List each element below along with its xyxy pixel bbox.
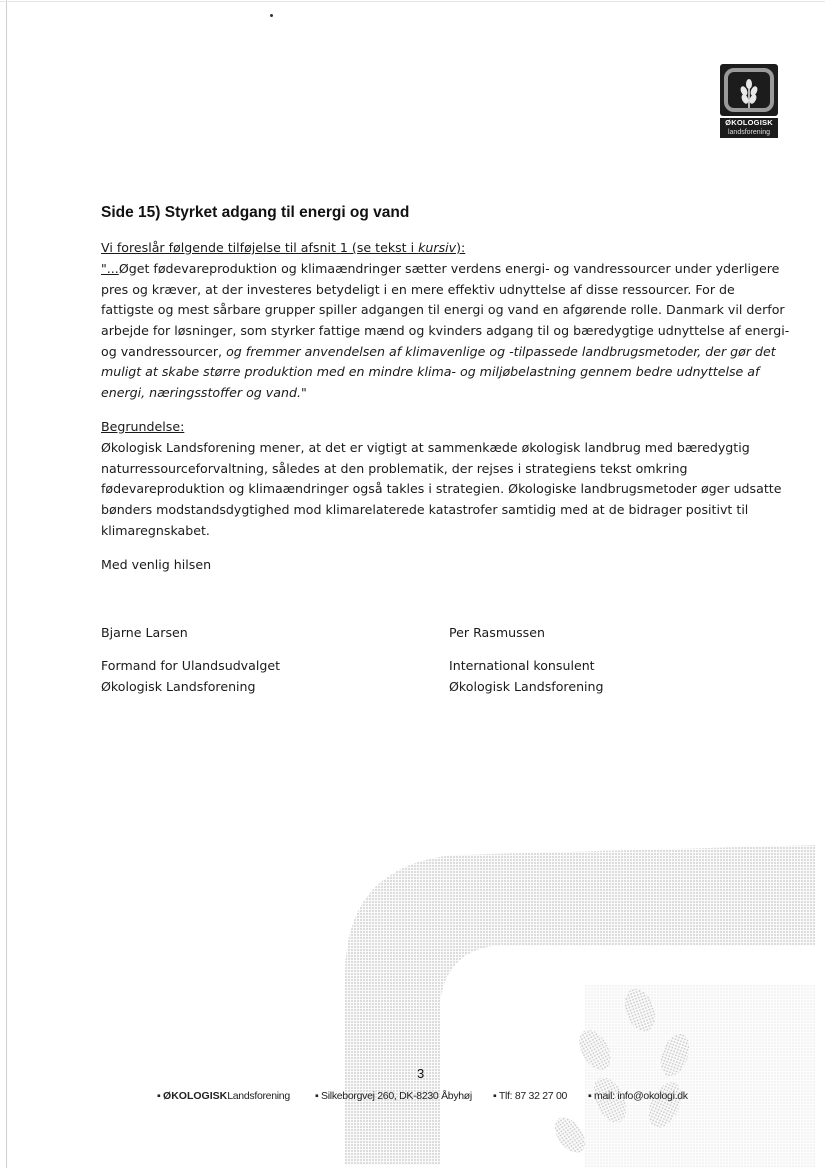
closing-salutation: Med venlig hilsen	[101, 557, 212, 572]
proposal-line-4: arbejde for løsninger, som styrker fattige mænd og kvinders adgang til og bæredygtige udnyttelse af energi-	[101, 323, 790, 338]
footer-phone-text: Tlf: 87 32 27 00	[498, 1090, 568, 1102]
bullet-icon: ▪	[315, 1090, 322, 1102]
scan-edge-left	[6, 0, 7, 1168]
footer-brand-rest: Landsforening	[227, 1090, 290, 1102]
organization-logo	[720, 64, 778, 142]
watermark-logo-icon	[345, 835, 825, 1168]
rationale-line-3: fødevareproduktion og klimaændringer også takles i strategien. Økologiske landbrugsmetoder øger udsatte	[101, 481, 782, 496]
scan-speck	[270, 14, 273, 17]
rationale-line-4: bønders modstandsdygtighed mod klimarelaterede katastrofer samtidig med at de bidrager positivt til	[101, 502, 749, 517]
page-number: 3	[417, 1066, 425, 1081]
bullet-icon: ▪	[157, 1090, 164, 1102]
section-heading: Side 15) Styrket adgang til energi og vand	[101, 204, 410, 221]
rationale-label: Begrundelse:	[101, 419, 185, 434]
proposal-line-7: energi, næringsstoffer og vand."	[101, 385, 307, 400]
proposal-intro-italic: kursiv	[418, 240, 457, 255]
rationale-line-2: naturressourceforvaltning, således at den problematik, der rejses i strategiens tekst omkring	[101, 461, 688, 476]
proposal-intro	[101, 240, 465, 255]
logo-subtitle: landsforening	[720, 128, 778, 138]
signatory-1-title: Formand for Ulandsudvalget	[101, 658, 281, 673]
signatory-2-title: International konsulent	[449, 658, 595, 673]
signatory-2-org: Økologisk Landsforening	[449, 679, 604, 694]
footer-address-text: Silkeborgvej 260, DK-8230 Åbyhøj	[321, 1090, 472, 1102]
proposal-line-5-plain: og vandressourcer,	[101, 344, 227, 359]
signatory-1-org: Økologisk Landsforening	[101, 679, 256, 694]
proposal-line-1	[101, 261, 779, 276]
signatory-1-name: Bjarne Larsen	[101, 625, 188, 640]
proposal-line-2: pres og kræver, at der investeres betydeligt i en mere effektiv udnyttelse af disse ressourcer. For de	[101, 282, 735, 297]
proposal-intro-text: Vi foreslår følgende tilføjelse til afsnit 1 (se tekst i	[101, 240, 419, 255]
logo-emblem-icon	[720, 64, 778, 116]
proposal-line-1-text: Øget fødevareproduktion og klimaændringer sætter verdens energi- og vandressourcer under yderligere	[118, 261, 780, 276]
proposal-line-5	[101, 344, 776, 359]
footer-address	[315, 1090, 472, 1102]
logo-wordmark: ØKOLOGISK	[720, 118, 778, 128]
footer-brand-bold: ØKOLOGISK	[163, 1090, 228, 1102]
proposal-intro-suffix: ):	[456, 240, 466, 255]
proposal-line-3: fattigste og mest sårbare grupper spiller adgangen til energi og vand en afgørende rolle. Danmark vil derfor	[101, 302, 785, 317]
footer-phone	[493, 1090, 567, 1102]
footer-brand	[157, 1090, 290, 1102]
signatory-2-name: Per Rasmussen	[449, 625, 545, 640]
footer-email	[588, 1090, 688, 1102]
rationale-line-1: Økologisk Landsforening mener, at det er vigtigt at sammenkæde økologisk landbrug med bæredygtig	[101, 440, 750, 455]
bullet-icon: ▪	[588, 1090, 595, 1102]
bullet-icon: ▪	[493, 1090, 499, 1102]
quote-open: "...	[101, 261, 119, 276]
proposal-line-6: muligt at skabe større produktion med en mindre klima- og miljøbelastning gennem bedre udnyttelse af	[101, 364, 760, 379]
scan-edge-top	[0, 1, 825, 2]
footer-email-text: mail: info@okologi.dk	[594, 1090, 688, 1102]
proposal-line-5-italic: og fremmer anvendelsen af klimavenlige og -tilpassede landbrugsmetoder, der gør det	[226, 344, 776, 359]
rationale-line-5: klimaregnskabet.	[101, 523, 210, 538]
